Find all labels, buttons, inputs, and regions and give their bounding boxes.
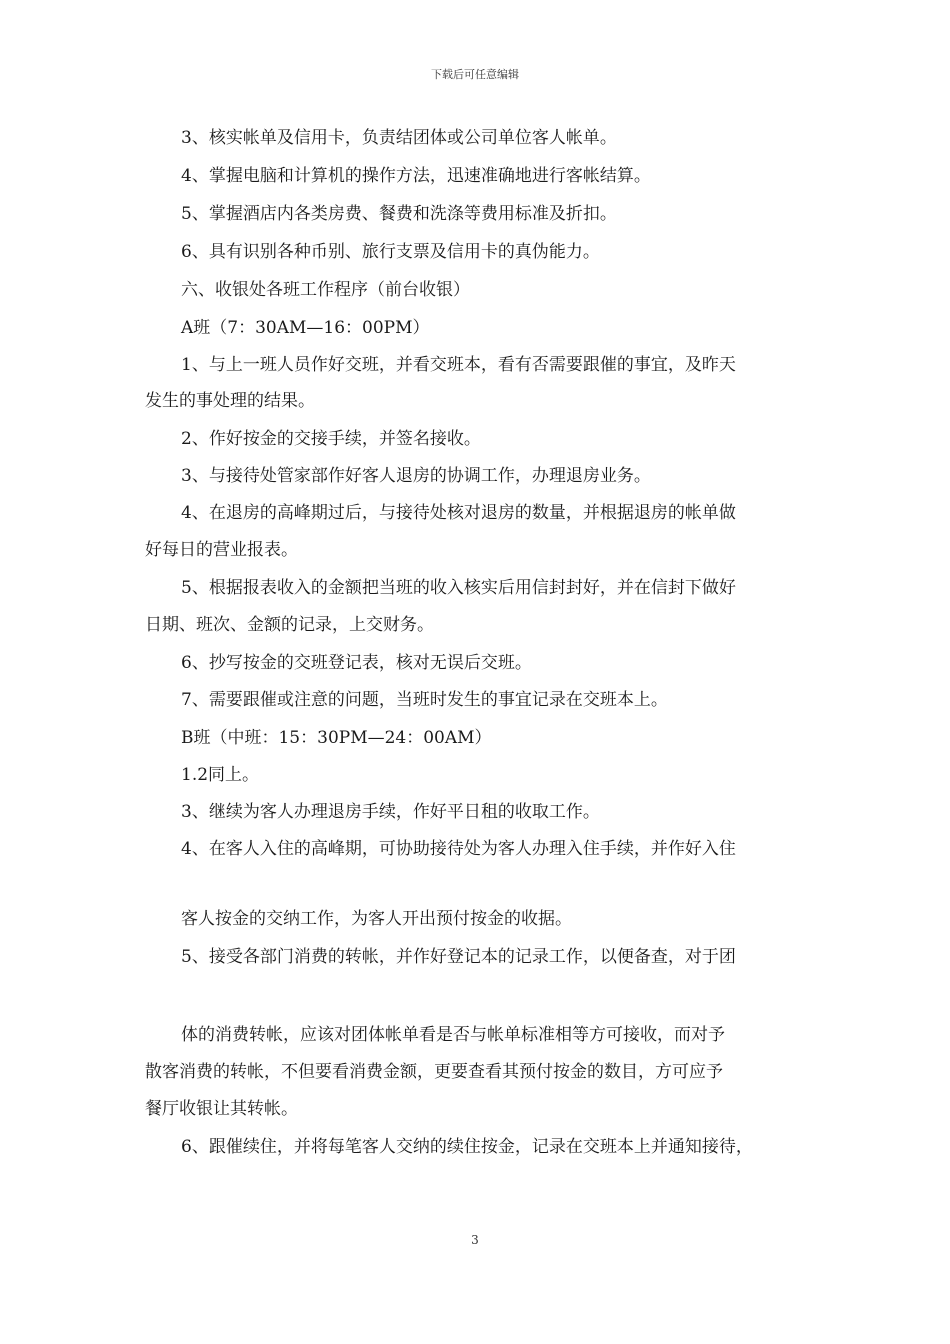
text-line: 发生的事处理的结果。: [145, 391, 315, 411]
text-line: 散客消费的转帐，不但要看消费金额，更要查看其预付按金的数目，方可应予: [145, 1062, 723, 1082]
text-line: 5、掌握酒店内各类房费、餐费和洗涤等费用标准及折扣。: [181, 204, 617, 224]
text-line: 体的消费转帐，应该对团体帐单看是否与帐单标准相等方可接收，而对予: [181, 1025, 725, 1045]
text-line: 1.2同上。: [181, 765, 260, 785]
shift-heading: A班（7：30AM—16：00PM）: [181, 318, 430, 338]
text-line: 2、作好按金的交接手续，并签名接收。: [181, 429, 481, 449]
text-line: 1、与上一班人员作好交班，并看交班本，看有否需要跟催的事宜，及昨天: [181, 355, 736, 375]
text-line: 日期、班次、金额的记录，上交财务。: [145, 615, 434, 635]
text-line: 6、跟催续住，并将每笔客人交纳的续住按金，记录在交班本上并通知接待，: [181, 1137, 753, 1157]
text-line: 3、核实帐单及信用卡，负责结团体或公司单位客人帐单。: [181, 128, 617, 148]
text-line: 5、根据报表收入的金额把当班的收入核实后用信封封好，并在信封下做好: [181, 578, 736, 598]
page-header: 下载后可任意编辑: [431, 68, 519, 81]
text-line: 3、与接待处管家部作好客人退房的协调工作，办理退房业务。: [181, 466, 651, 486]
text-line: 4、在退房的高峰期过后，与接待处核对退房的数量，并根据退房的帐单做: [181, 503, 736, 523]
text-line: 5、接受各部门消费的转帐，并作好登记本的记录工作，以便备查，对于团: [181, 947, 736, 967]
text-line: 6、具有识别各种币别、旅行支票及信用卡的真伪能力。: [181, 242, 600, 262]
text-line: 客人按金的交纳工作，为客人开出预付按金的收据。: [181, 909, 572, 929]
text-line: 6、抄写按金的交班登记表，核对无误后交班。: [181, 653, 532, 673]
text-line: 4、在客人入住的高峰期，可协助接待处为客人办理入住手续，并作好入住: [181, 839, 736, 859]
text-line: 4、掌握电脑和计算机的操作方法，迅速准确地进行客帐结算。: [181, 166, 651, 186]
shift-heading: B班（中班：15：30PM—24：00AM）: [181, 728, 492, 748]
text-line: 7、需要跟催或注意的问题，当班时发生的事宜记录在交班本上。: [181, 690, 668, 710]
text-line: 餐厅收银让其转帐。: [145, 1099, 298, 1119]
text-line: 好每日的营业报表。: [145, 540, 298, 560]
page-number: 3: [471, 1233, 479, 1247]
section-heading: 六、收银处各班工作程序（前台收银）: [181, 280, 470, 300]
text-line: 3、继续为客人办理退房手续，作好平日租的收取工作。: [181, 802, 600, 822]
